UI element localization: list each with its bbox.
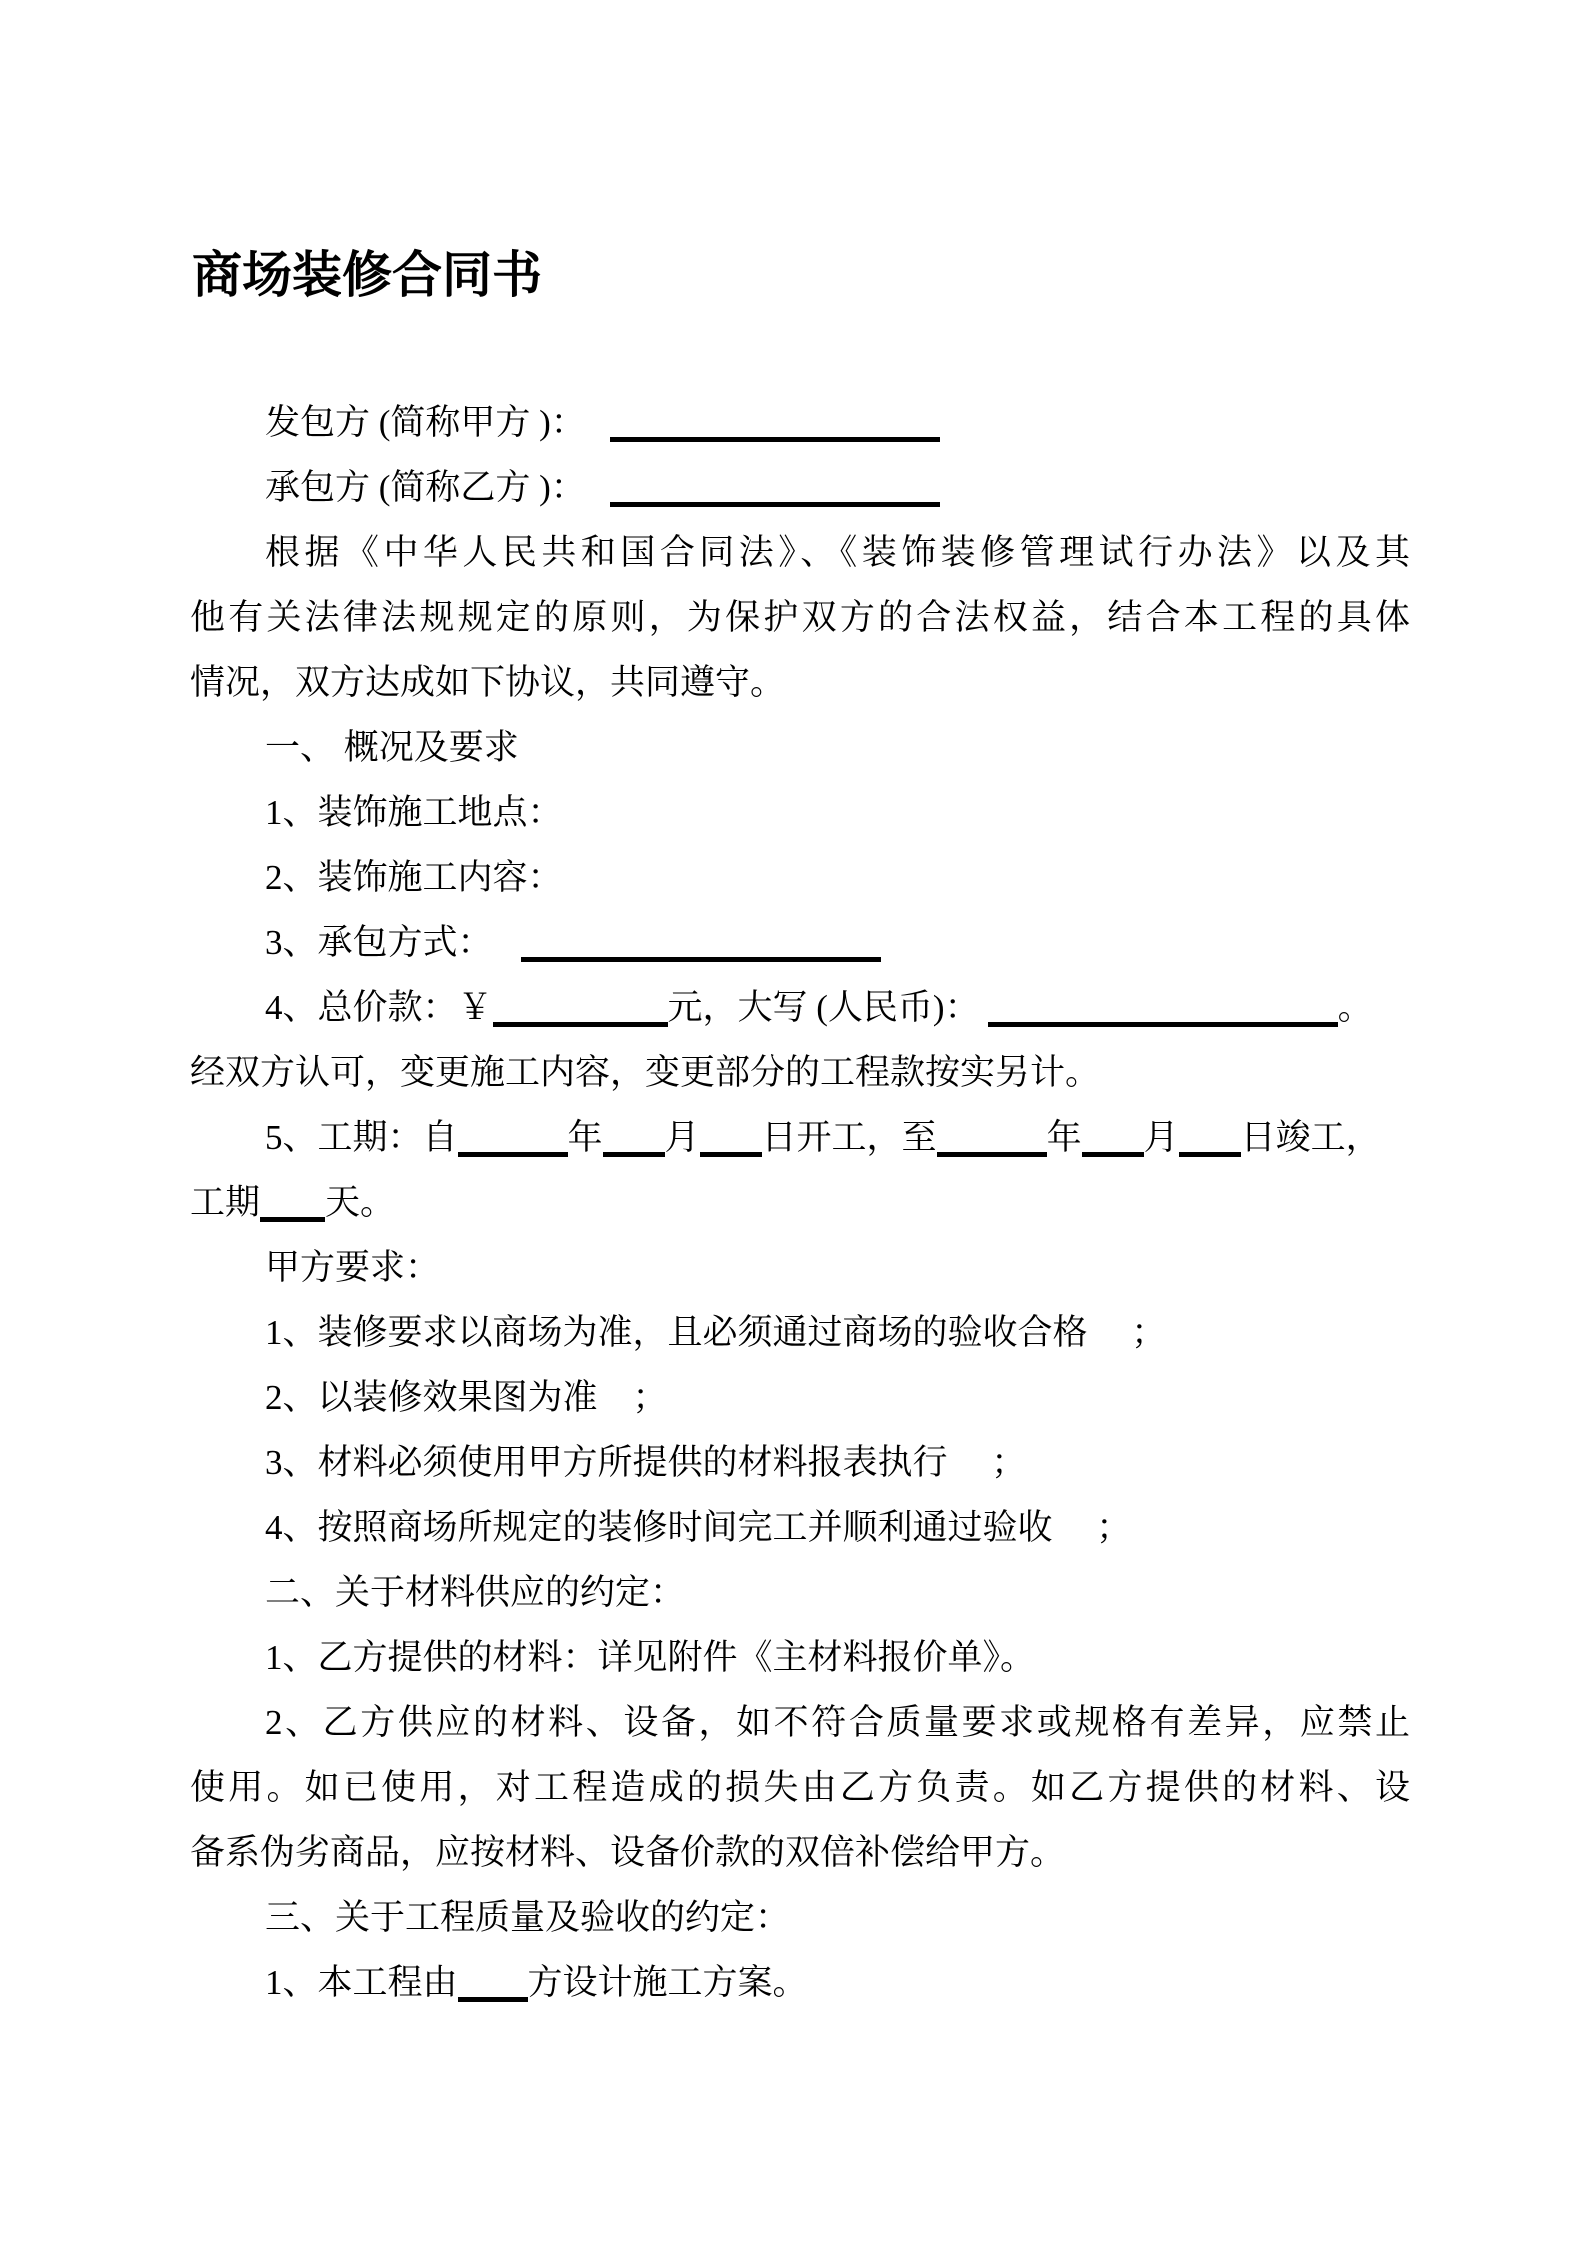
- duration-label: 5、工期：自: [265, 1118, 458, 1157]
- item-total-price-cont: 经双方认可，变更施工内容，变更部分的工程款按实另计。: [190, 1053, 1101, 1092]
- start-year-char: 年: [567, 1118, 603, 1157]
- materials-item-2-line-2: 使用。如已使用，对工程造成的损失由乙方负责。如乙方提供的材料、设: [190, 1768, 1410, 1807]
- total-price-label: 4、总价款：￥: [265, 988, 493, 1027]
- start-day-text: 日开工，至: [761, 1118, 937, 1157]
- end-day-blank: [1179, 1110, 1241, 1157]
- start-month-char: 月: [664, 1118, 700, 1157]
- party-a-row: [190, 390, 1420, 455]
- party-b-row: [190, 455, 1420, 520]
- party-b-blank: [610, 460, 940, 507]
- start-day-blank: [700, 1110, 762, 1157]
- item-duration-row: [190, 1105, 1420, 1170]
- contract-content: [190, 240, 1420, 2015]
- total-price-words-label: 元，大写 (人民币)：: [667, 988, 980, 1027]
- amount-figures-blank: [493, 980, 668, 1027]
- design-party-blank: [458, 1955, 528, 2002]
- document-title: 商场装修合同书: [192, 247, 542, 303]
- quality-item-1-row: [190, 1950, 1420, 2015]
- requirement-1: 1、装修要求以商场为准，且必须通过商场的验收合格 ；: [265, 1313, 1167, 1352]
- party-a-blank: [610, 395, 940, 442]
- start-year-blank: [458, 1110, 568, 1157]
- contract-method-blank: [521, 915, 881, 962]
- party-a-label: 发包方 (简称甲方 )：: [265, 403, 586, 442]
- quality-item-1-pre: 1、本工程由: [265, 1963, 458, 2002]
- preamble-line-2: 他有关法律法规规定的原则，为保护双方的合法权益，结合本工程的具体: [190, 598, 1410, 637]
- item-duration-cont: [190, 1170, 1420, 1235]
- materials-item-1: 1、乙方提供的材料：详见附件《主材料报价单》。: [265, 1638, 1036, 1677]
- start-month-blank: [603, 1110, 665, 1157]
- end-month-char: 月: [1143, 1118, 1179, 1157]
- amount-words-blank: [988, 980, 1338, 1027]
- item-construction-content: 2、装饰施工内容：: [265, 858, 563, 897]
- party-a-requirements-heading: 甲方要求：: [265, 1248, 441, 1287]
- item-total-price-row: [190, 975, 1420, 1040]
- end-day-text: 日竣工，: [1240, 1118, 1381, 1157]
- item-construction-site: 1、装饰施工地点：: [265, 793, 563, 832]
- requirement-4: 4、按照商场所规定的装修时间完工并顺利通过验收 ；: [265, 1508, 1132, 1547]
- end-month-blank: [1082, 1110, 1144, 1157]
- section2-heading: 二、关于材料供应的约定：: [265, 1573, 686, 1612]
- section1-heading: 一、 概况及要求: [265, 728, 519, 767]
- requirement-2: 2、以装修效果图为准 ；: [265, 1378, 668, 1417]
- end-year-blank: [937, 1110, 1047, 1157]
- duration-days-blank: [260, 1175, 325, 1222]
- preamble-line-1: 根据《中华人民共和国合同法》、《装饰装修管理试行办法》以及其: [265, 533, 1410, 572]
- item-contract-method-row: [190, 910, 1420, 975]
- materials-item-2-line-1: 2、乙方供应的材料、设备，如不符合质量要求或规格有差异，应禁止: [265, 1703, 1410, 1742]
- item-contract-method-label: 3、承包方式：: [265, 923, 493, 962]
- end-year-char: 年: [1046, 1118, 1082, 1157]
- requirement-3: 3、材料必须使用甲方所提供的材料报表执行 ；: [265, 1443, 1027, 1482]
- quality-item-1-end: 方设计施工方案。: [527, 1963, 808, 2002]
- duration-days-unit: 天。: [325, 1183, 396, 1222]
- section3-heading: 三、关于工程质量及验收的约定：: [265, 1898, 791, 1937]
- total-price-period: 。: [1337, 988, 1373, 1027]
- duration-cont-label: 工期: [190, 1183, 261, 1222]
- party-b-label: 承包方 (简称乙方 )：: [265, 468, 586, 507]
- materials-item-2-line-3: 备系伪劣商品，应按材料、设备价款的双倍补偿给甲方。: [190, 1833, 1066, 1872]
- preamble-line-3: 情况，双方达成如下协议，共同遵守。: [190, 663, 786, 702]
